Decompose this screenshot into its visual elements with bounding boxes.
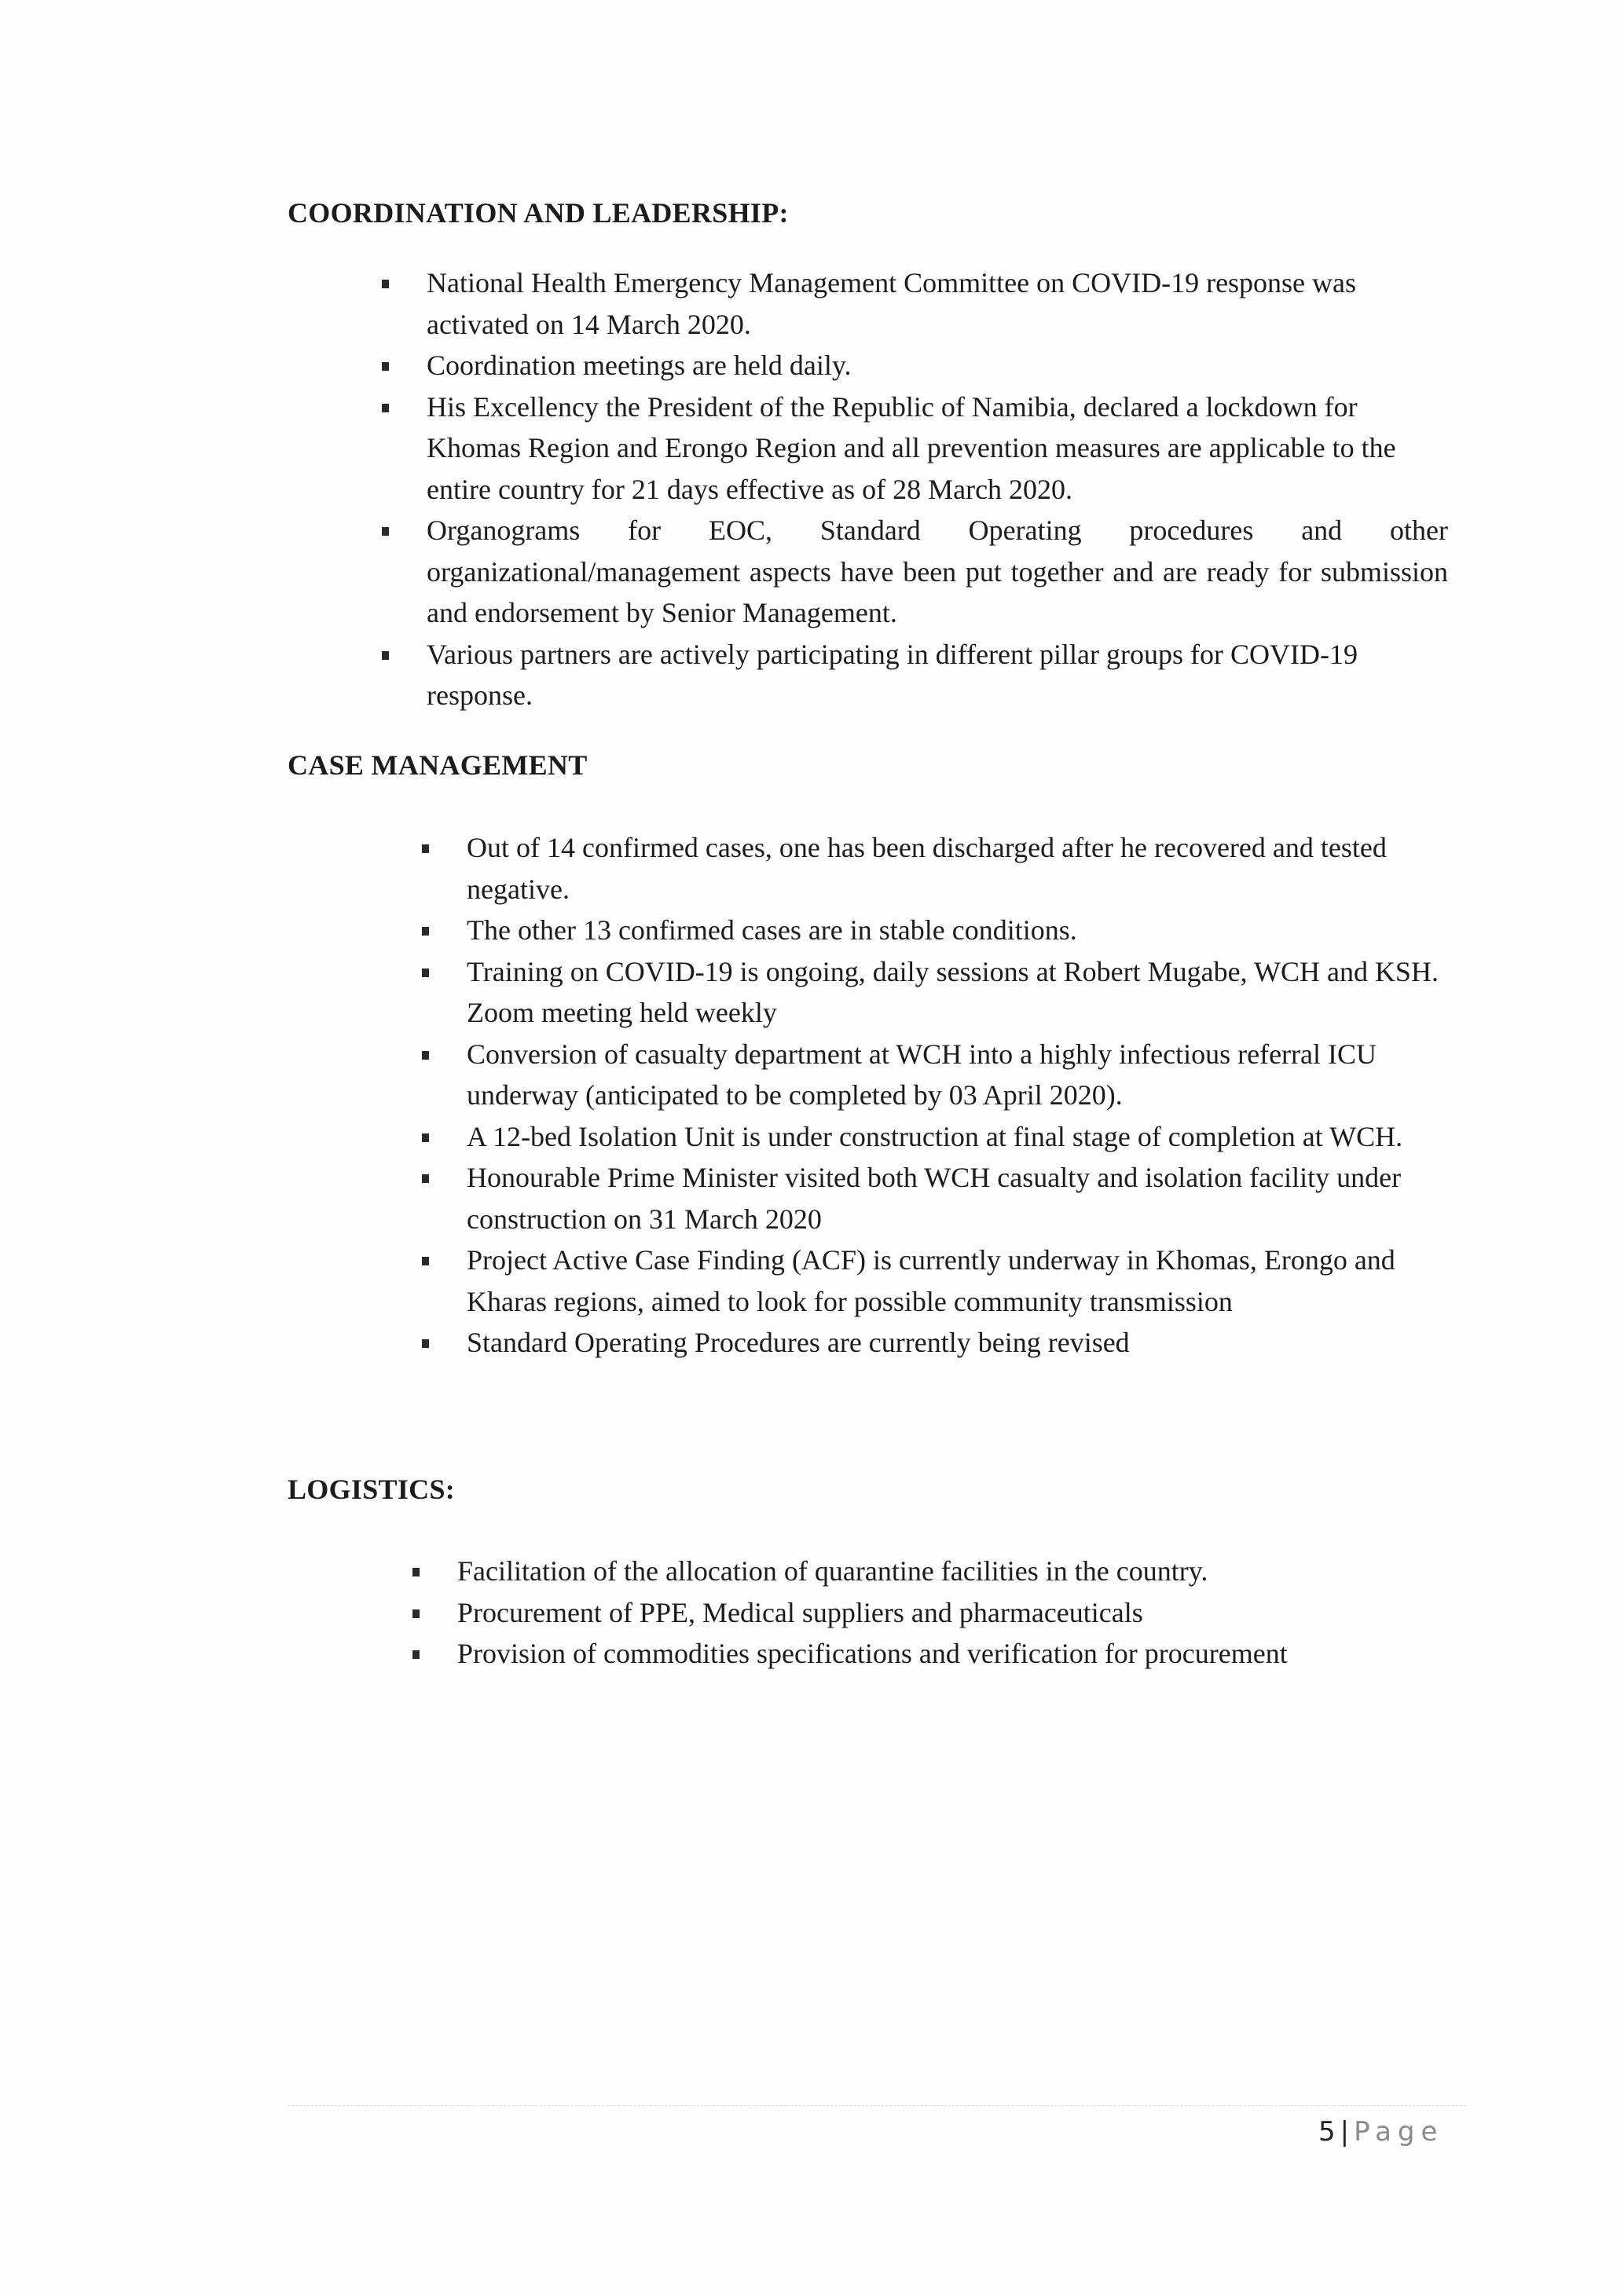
square-bullet-icon xyxy=(382,280,389,288)
footer-divider xyxy=(288,2105,1466,2106)
square-bullet-icon xyxy=(422,969,429,977)
list-item: Procurement of PPE, Medical suppliers and pharmaceuticals xyxy=(457,1592,1479,1634)
case-management-bullet-list xyxy=(467,827,1449,1364)
list-item: Project Active Case Finding (ACF) is currently underway in Khomas, Erongo and Kharas regions, aimed to look for possible community transmission xyxy=(467,1240,1449,1322)
list-item: Conversion of casualty department at WCH into a highly infectious referral ICU underway (anticipated to be completed by 03 April 2020). xyxy=(467,1034,1449,1116)
square-bullet-icon xyxy=(422,927,429,936)
square-bullet-icon xyxy=(382,404,389,412)
coordination-bullet-list xyxy=(427,262,1448,716)
page-footer xyxy=(1318,2116,1443,2148)
square-bullet-icon xyxy=(422,1051,429,1060)
list-item: Various partners are actively participating in different pillar groups for COVID-19 response. xyxy=(427,634,1448,716)
square-bullet-icon xyxy=(382,651,389,660)
logistics-bullet-list xyxy=(457,1551,1479,1675)
list-item: Coordination meetings are held daily. xyxy=(427,345,1448,386)
square-bullet-icon xyxy=(422,1133,429,1142)
page-number: 5 xyxy=(1318,2116,1336,2148)
list-item: Standard Operating Procedures are currently being revised xyxy=(467,1322,1449,1364)
list-item: Provision of commodities specifications and verification for procurement xyxy=(457,1633,1479,1675)
square-bullet-icon xyxy=(382,527,389,536)
footer-separator: | xyxy=(1340,2116,1350,2148)
list-item: Out of 14 confirmed cases, one has been discharged after he recovered and tested negative. xyxy=(467,827,1449,910)
square-bullet-icon xyxy=(422,1339,429,1348)
square-bullet-icon xyxy=(422,1257,429,1265)
list-item: Training on COVID-19 is ongoing, daily sessions at Robert Mugabe, WCH and KSH. Zoom meeting held weekly xyxy=(467,951,1449,1034)
list-item: A 12-bed Isolation Unit is under construction at final stage of completion at WCH. xyxy=(467,1116,1449,1158)
page-label: Page xyxy=(1354,2116,1444,2148)
section-heading-coordination: COORDINATION AND LEADERSHIP: xyxy=(288,197,789,229)
square-bullet-icon xyxy=(412,1609,420,1618)
square-bullet-icon xyxy=(412,1650,420,1659)
square-bullet-icon xyxy=(412,1568,420,1576)
list-item: Organograms for EOC, Standard Operating procedures and other organizational/management aspects have been put together and are ready for submission and endorsement by Senior Management. xyxy=(427,510,1448,634)
section-heading-case-management: CASE MANAGEMENT xyxy=(288,749,588,781)
list-item: National Health Emergency Management Committee on COVID-19 response was activated on 14 March 2020. xyxy=(427,262,1448,345)
square-bullet-icon xyxy=(422,844,429,853)
list-item: Honourable Prime Minister visited both WCH casualty and isolation facility under construction on 31 March 2020 xyxy=(467,1157,1449,1240)
list-item: The other 13 confirmed cases are in stable conditions. xyxy=(467,910,1449,951)
square-bullet-icon xyxy=(382,362,389,371)
square-bullet-icon xyxy=(422,1174,429,1183)
list-item: His Excellency the President of the Republic of Namibia, declared a lockdown for Khomas Region and Erongo Region and all prevention measures are applicable to the entire country for 21 days effective as of 28 March 2020. xyxy=(427,386,1448,511)
list-item: Facilitation of the allocation of quarantine facilities in the country. xyxy=(457,1551,1479,1592)
section-heading-logistics: LOGISTICS: xyxy=(288,1474,456,1505)
